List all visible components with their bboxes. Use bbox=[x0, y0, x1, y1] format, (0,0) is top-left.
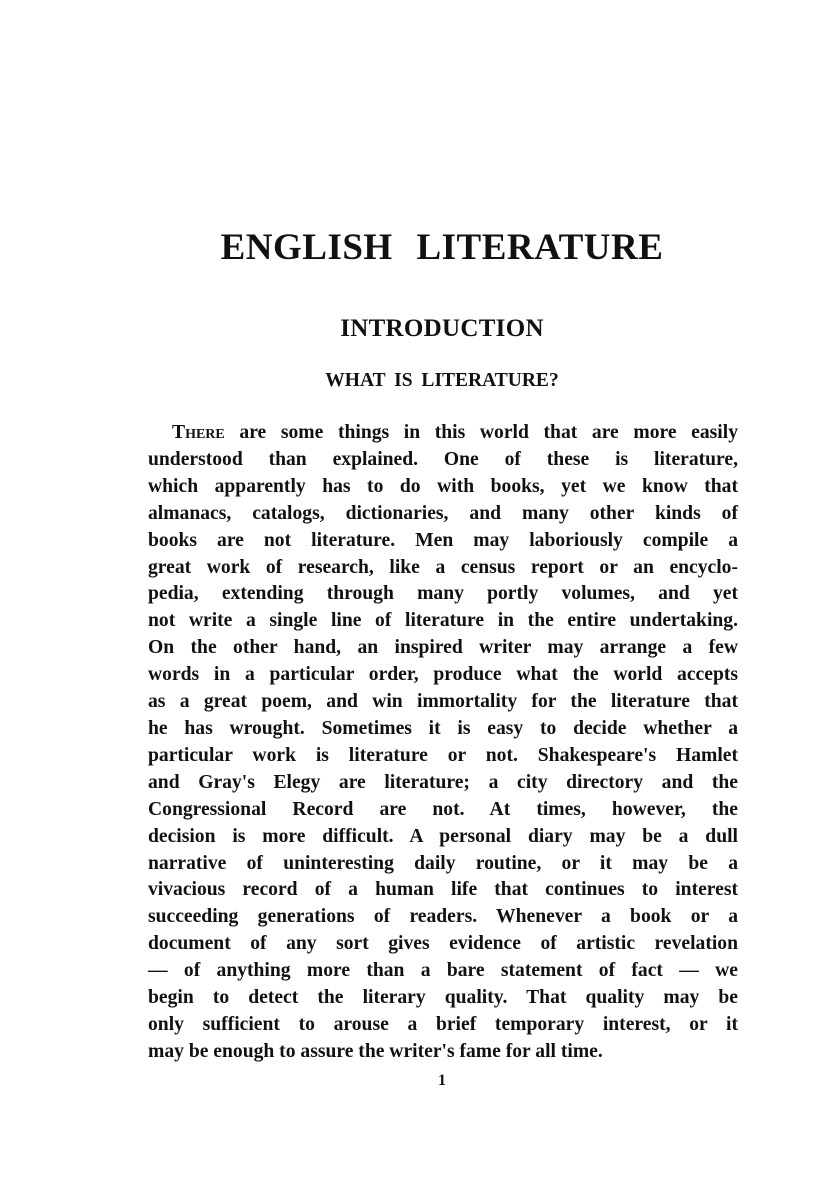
text-line: begin to detect the literary quality. That quality may be bbox=[148, 987, 738, 1009]
page-number: 1 bbox=[438, 1072, 446, 1089]
text-line: On the other hand, an inspired writer may arrange a few bbox=[148, 637, 738, 659]
text-line: books are not literature. Men may laboriously compile a bbox=[148, 529, 738, 551]
text-line: only sufficient to arouse a brief temporary interest, or it bbox=[148, 1013, 738, 1035]
text-line: words in a particular order, produce what the world accepts bbox=[148, 664, 738, 686]
text-line: great work of research, like a census report or an encyclo- bbox=[148, 556, 738, 578]
text-line: and Gray's Elegy are literature; a city directory and the bbox=[148, 771, 738, 793]
text-line: pedia, extending through many portly volumes, and yet bbox=[148, 583, 738, 605]
text-line: understood than explained. One of these is literature, bbox=[148, 448, 738, 470]
text-line: document of any sort gives evidence of artistic revelation bbox=[148, 933, 738, 955]
opening-word: There bbox=[172, 422, 225, 443]
text-line: narrative of uninteresting daily routine, or it may be a bbox=[148, 852, 738, 874]
text-line: — of anything more than a bare statement of fact — we bbox=[148, 960, 738, 982]
text-line: particular work is literature or not. Shakespeare's Hamlet bbox=[148, 744, 738, 766]
text-line bbox=[148, 420, 738, 447]
text-line: may be enough to assure the writer's fame for all time. bbox=[148, 1040, 603, 1062]
text-line: he has wrought. Sometimes it is easy to decide whether a bbox=[148, 717, 738, 739]
text-line: succeeding generations of readers. Whenever a book or a bbox=[148, 906, 738, 928]
text-line: Congressional Record are not. At times, however, the bbox=[148, 798, 738, 820]
section-title: INTRODUCTION bbox=[340, 315, 544, 342]
book-title: ENGLISH LITERATURE bbox=[220, 227, 664, 268]
text-line: decision is more difficult. A personal diary may be a dull bbox=[148, 825, 738, 847]
chapter-title: WHAT IS LITERATURE? bbox=[325, 370, 559, 391]
text-line: as a great poem, and win immortality for the literature that bbox=[148, 691, 738, 713]
text-line: almanacs, catalogs, dictionaries, and many other kinds of bbox=[148, 502, 738, 524]
text-line: which apparently has to do with books, yet we know that bbox=[148, 475, 738, 497]
body-paragraph bbox=[148, 420, 738, 1066]
text-line: vivacious record of a human life that continues to interest bbox=[148, 879, 738, 901]
text-line: not write a single line of literature in the entire undertaking. bbox=[148, 610, 738, 632]
text-line-content: are some things in this world that are more easily bbox=[224, 422, 738, 443]
